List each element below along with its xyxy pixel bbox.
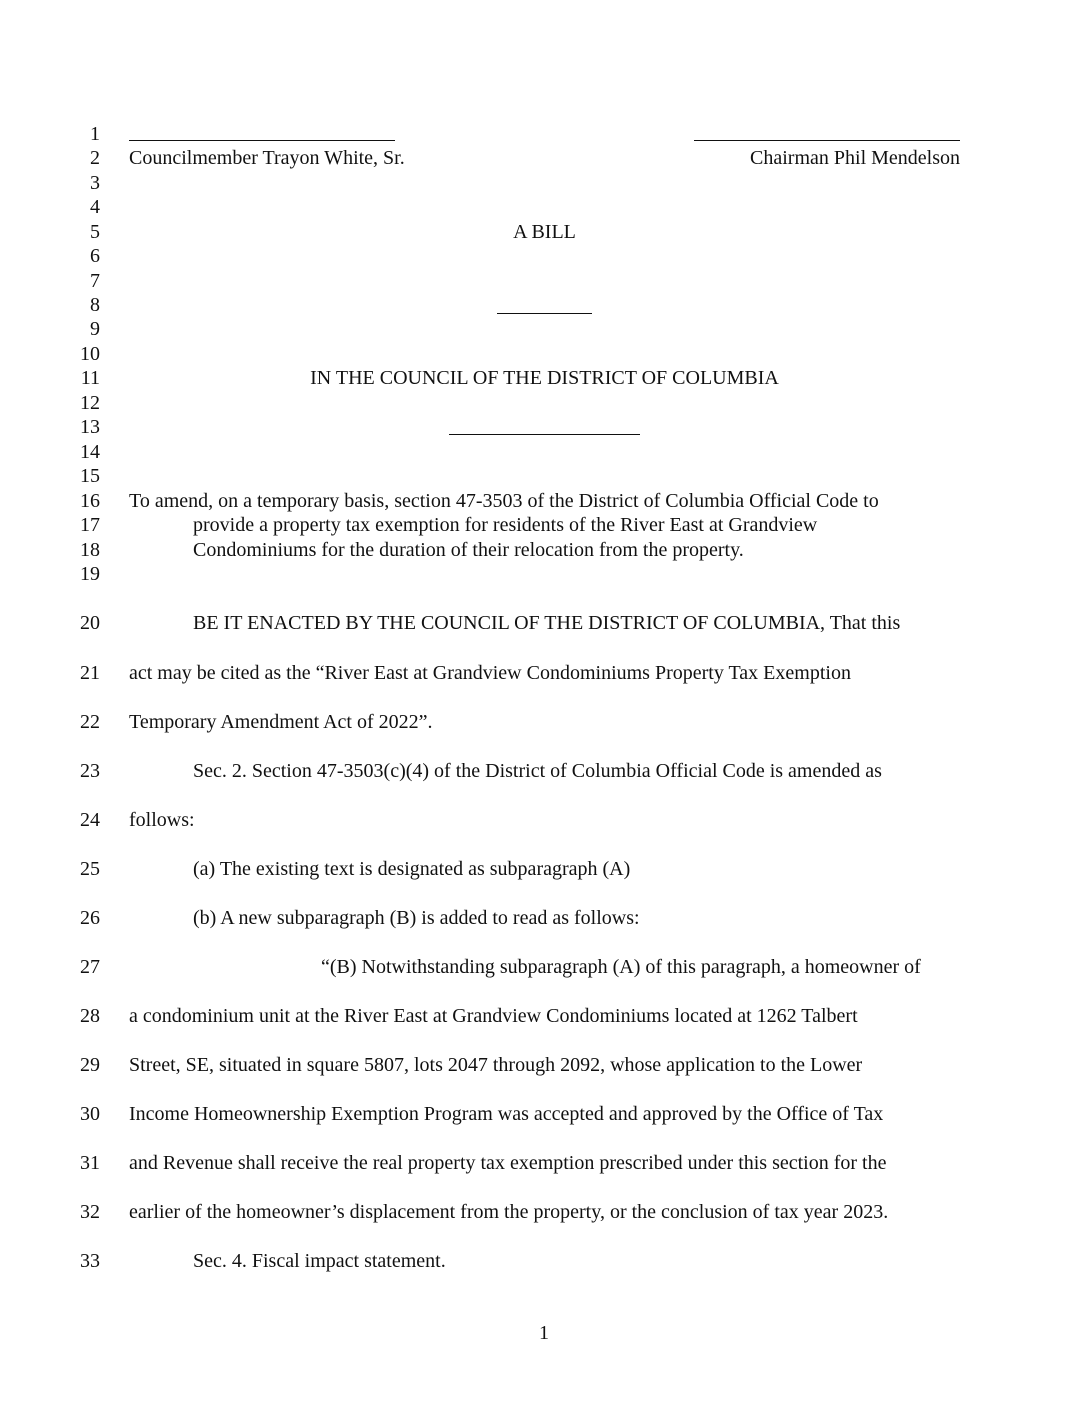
- body-line-23: Sec. 2. Section 47-3503(c)(4) of the District of Columbia Official Code is amended as: [193, 760, 882, 782]
- line-number: 13: [80, 416, 100, 438]
- bill-number-line: [497, 313, 592, 314]
- body-line-30: Income Homeownership Exemption Program was accepted and approved by the Office of Tax: [129, 1103, 884, 1125]
- line-number: 33: [80, 1250, 100, 1272]
- line-number: 11: [80, 367, 100, 389]
- signature-line-right: [694, 140, 960, 141]
- sponsor-left: Councilmember Trayon White, Sr.: [129, 147, 405, 169]
- line-number: 19: [80, 563, 100, 585]
- line-number: 9: [90, 318, 100, 340]
- line-number: 17: [80, 514, 100, 536]
- body-line-29: Street, SE, situated in square 5807, lots 2047 through 2092, whose application to the Lower: [129, 1054, 863, 1076]
- line-number: 18: [80, 539, 100, 561]
- line-number: 25: [80, 858, 100, 880]
- body-line-28: a condominium unit at the River East at Grandview Condominiums located at 1262 Talbert: [129, 1005, 858, 1027]
- line-number: 24: [80, 809, 100, 831]
- line-number: 3: [90, 172, 100, 194]
- purpose-line-2: provide a property tax exemption for residents of the River East at Grandview: [193, 514, 818, 536]
- body-line-32: earlier of the homeowner’s displacement from the property, or the conclusion of tax year 2023.: [129, 1201, 889, 1223]
- line-number: 10: [80, 343, 100, 365]
- line-number: 1: [90, 123, 100, 145]
- line-number: 6: [90, 245, 100, 267]
- body-line-25: (a) The existing text is designated as subparagraph (A): [193, 858, 631, 880]
- page-number: 1: [539, 1322, 549, 1344]
- body-line-22: Temporary Amendment Act of 2022”.: [129, 711, 433, 733]
- line-number: 22: [80, 711, 100, 733]
- line-number: 7: [90, 270, 100, 292]
- body-line-33: Sec. 4. Fiscal impact statement.: [193, 1250, 446, 1272]
- line-number: 14: [80, 441, 100, 463]
- line-number: 12: [80, 392, 100, 414]
- line-number: 20: [80, 612, 100, 634]
- signature-line-left: [129, 140, 395, 141]
- line-number: 29: [80, 1054, 100, 1076]
- body-line-31: and Revenue shall receive the real property tax exemption prescribed under this section for the: [129, 1152, 887, 1174]
- body-line-24: follows:: [129, 809, 195, 831]
- line-number: 26: [80, 907, 100, 929]
- title-line: [449, 434, 640, 435]
- line-number: 23: [80, 760, 100, 782]
- line-number: 30: [80, 1103, 100, 1125]
- line-number: 15: [80, 465, 100, 487]
- line-number: 21: [80, 662, 100, 684]
- body-line-26: (b) A new subparagraph (B) is added to read as follows:: [193, 907, 640, 929]
- line-number: 28: [80, 1005, 100, 1027]
- body-line-20: BE IT ENACTED BY THE COUNCIL OF THE DISTRICT OF COLUMBIA, That this: [193, 612, 901, 634]
- line-number: 2: [90, 147, 100, 169]
- sponsor-right: Chairman Phil Mendelson: [750, 147, 960, 169]
- line-number: 16: [80, 490, 100, 512]
- line-number: 4: [90, 196, 100, 218]
- line-number: 31: [80, 1152, 100, 1174]
- purpose-line-3: Condominiums for the duration of their relocation from the property.: [193, 539, 744, 561]
- line-number: 27: [80, 956, 100, 978]
- purpose-line-1: To amend, on a temporary basis, section 47-3503 of the District of Columbia Official Code to: [129, 490, 879, 512]
- council-heading: IN THE COUNCIL OF THE DISTRICT OF COLUMBIA: [310, 367, 779, 389]
- line-number: 32: [80, 1201, 100, 1223]
- body-line-27: “(B) Notwithstanding subparagraph (A) of this paragraph, a homeowner of: [321, 956, 921, 978]
- body-line-21: act may be cited as the “River East at Grandview Condominiums Property Tax Exemption: [129, 662, 851, 684]
- bill-heading: A BILL: [513, 221, 576, 243]
- line-number: 5: [90, 221, 100, 243]
- line-number: 8: [90, 294, 100, 316]
